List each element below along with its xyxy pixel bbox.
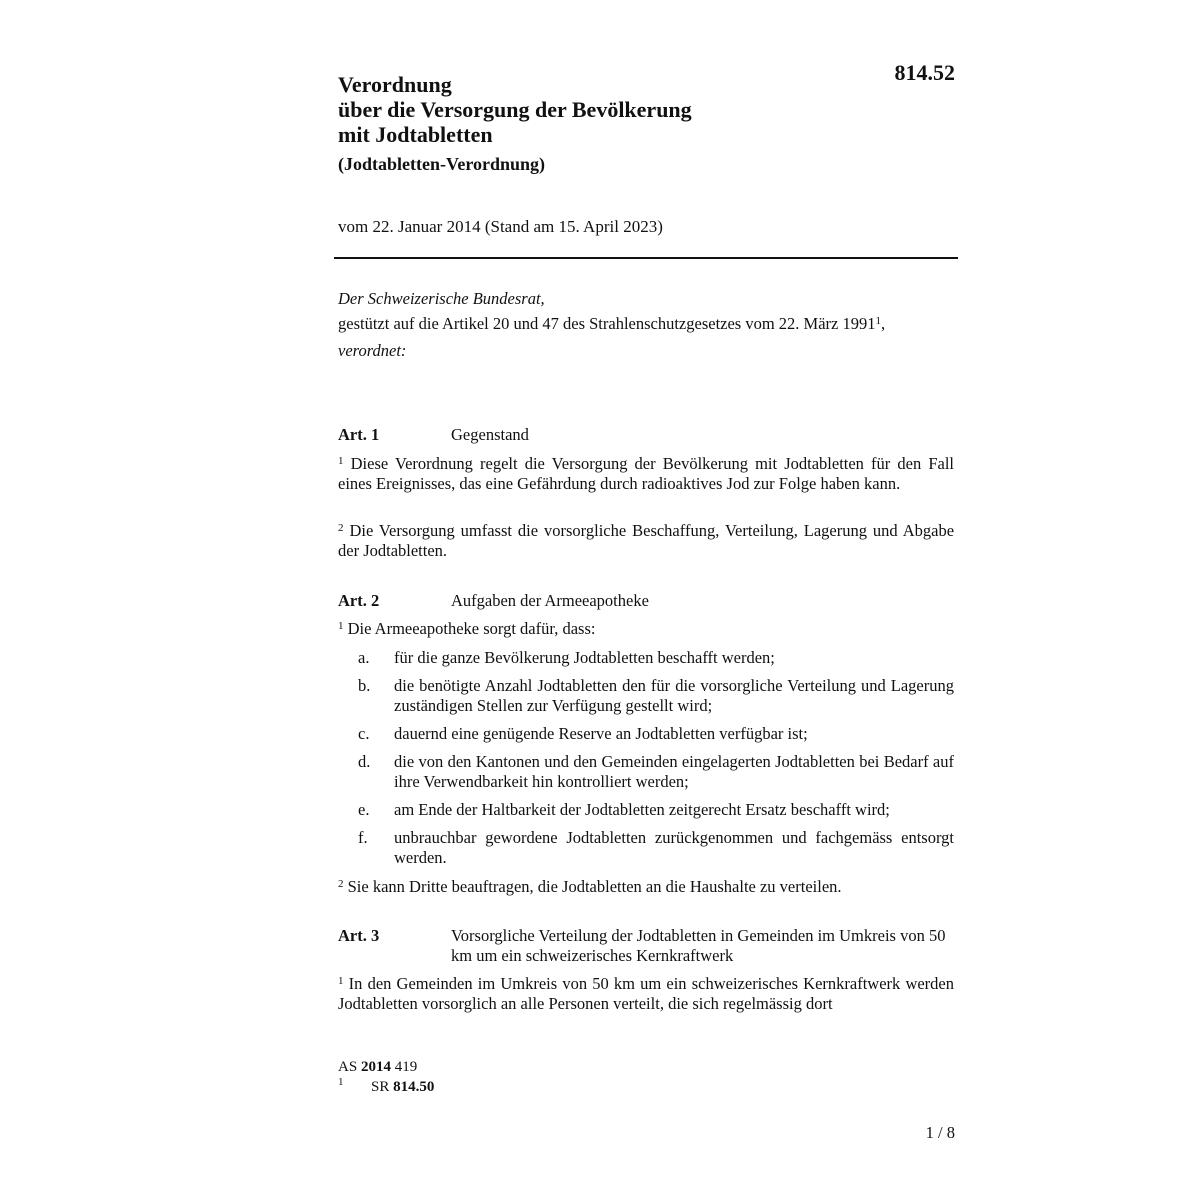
footnote-1-prefix: SR	[371, 1079, 390, 1095]
list-item-text: die benötigte Anzahl Jodtabletten den für die vorsorgliche Verteilung und Lagerung zuständigen Stellen zur Verfügung gestellt wird;	[394, 676, 954, 715]
title-divider	[334, 257, 958, 259]
title-line-2: über die Versorgung der Bevölkerung	[338, 97, 692, 122]
list-item-text: unbrauchbar gewordene Jodtabletten zurückgenommen und fachgemäss entsorgt werden.	[394, 828, 954, 867]
list-item-letter: c.	[358, 724, 370, 743]
list-item	[358, 752, 954, 792]
footnote-1-ref: 814.50	[393, 1079, 435, 1095]
list-item-text: für die ganze Bevölkerung Jodtabletten beschafft werden;	[394, 648, 775, 667]
list-item-text: dauernd eine genügende Reserve an Jodtabletten verfügbar ist;	[394, 724, 808, 743]
article-1-number: Art. 1	[338, 425, 380, 444]
page-number: 1 / 8	[925, 1123, 955, 1142]
article-3-heading	[338, 926, 954, 966]
preamble-basis	[338, 314, 954, 334]
preamble-basis-text: gestützt auf die Artikel 20 und 47 des Strahlenschutzgesetzes vom 22. März 1991	[338, 314, 876, 333]
paragraph-text: Die Versorgung umfasst die vorsorgliche Beschaffung, Verteilung, Lagerung und Abgabe der Jodtabletten.	[338, 521, 955, 560]
article-2-heading	[338, 591, 954, 611]
list-item	[358, 724, 954, 744]
list-item-letter: d.	[358, 752, 371, 771]
article-1-paragraph-1	[338, 454, 954, 493]
article-2-paragraph-1	[338, 619, 954, 639]
paragraph-text: Diese Verordnung regelt die Versorgung der Bevölkerung mit Jodtabletten für den Fall eines Ereignisses, das eine Gefährdung durch radioaktives Jod zur Folge haben kann.	[338, 454, 955, 493]
list-item-letter: e.	[358, 800, 370, 819]
article-1-title: Gegenstand	[451, 425, 529, 444]
article-3-title: Vorsorgliche Verteilung der Jodtabletten in Gemeinden im Umkreis von 50 km um ein schweizerisches Kernkraftwerk	[451, 926, 946, 965]
paragraph-text: In den Gemeinden im Umkreis von 50 km um ein schweizerisches Kernkraftwerk werden Jodtabletten vorsorglich an alle Personen verteilt, die sich regelmässig dort	[338, 974, 954, 1013]
paragraph-number: 2	[338, 522, 344, 534]
article-2-paragraph-2	[338, 877, 954, 897]
article-2-number: Art. 2	[338, 591, 380, 610]
paragraph-text: Sie kann Dritte beauftragen, die Jodtabletten an die Haushalte zu verteilen.	[347, 877, 842, 896]
article-3-number: Art. 3	[338, 926, 380, 945]
list-item-letter: b.	[358, 676, 371, 695]
list-item	[358, 648, 954, 668]
footnote-1-text	[371, 1078, 434, 1096]
article-1-paragraph-2	[338, 521, 954, 560]
footnote-ref-1[interactable]: 1	[875, 315, 881, 327]
preamble-decree: verordnet:	[338, 341, 407, 360]
list-item	[358, 828, 954, 868]
list-item-text: die von den Kantonen und den Gemeinden eingelagerten Jodtabletten bei Bedarf auf ihre Verwendbarkeit hin kontrolliert werden;	[394, 752, 954, 791]
paragraph-number: 1	[338, 975, 344, 987]
sr-number: 814.52	[894, 60, 955, 85]
list-item-letter: a.	[358, 648, 370, 667]
document-page: 814.52 Verordnung über die Versorgung der Bevölkerung mit Jodtabletten (Jodtabletten-Verordnung) vom 22. Januar 2014 (Stand am 15. April 2023) Der Schweizerische Bundesrat, gestützt auf die Artikel 20 und 47 des Strahlenschutzgesetzes vom 22. März 1991$^1$, verordnet: Art. 1 Gegenstand $^1$ Diese Verordnung regelt die Versorgung der Bevölkerung mit Jodtabletten für den Fall eines Ereignisses, das eine Gefährdung durch radioaktives Jod zur Folge haben kann. $^2$ Die Versorgung umfasst die vorsorgliche Beschaffung, Verteilung, Lagerung und Abgabe der Jodtabletten. Art. 2 Aufgaben der Armeeapotheke $^1$ Die Armeeapotheke sorgt dafür, dass: a. für die ganze Bevölkerung Jodtabletten beschafft werden; b. die benötigte Anzahl Jodtabletten den für die vorsorgliche Verteilung und Lagerung zuständigen Stellen zur Verfügung gestellt wird; c. dauernd eine genügende Reserve an Jodtabletten verfügbar ist; d. die von den Kantonen und den Gemeinden eingelagerten Jodtabletten bei Bedarf auf ihre Verwendbarkeit hin kontrolliert werden; e. am Ende der Haltbarkeit der Jodtabletten zeitgerecht Ersatz beschafft wird; f. unbrauchbar gewordene Jodtabletten zurückgenommen und fachgemäss entsorgt werden. $^2$ Sie kann Dritte beauftragen, die Jodtabletten an die Haushalte zu verteilen. Art. 3 Vorsorgliche Verteilung der Jodtabletten in Gemeinden im Umkreis von 50 km um ein schweizerisches Kernkraftwerk $^1$ In den Gemeinden im Umkreis von 50 km um ein schweizerisches Kernkraftwerk werden Jodtabletten vorsorglich an alle Personen verteilt, die sich regelmässig dort AS 2014 419 1 SR 814.50 1 / 8	[0, 0, 1200, 1200]
footnote-as-prefix: AS	[338, 1059, 358, 1075]
list-item-letter: f.	[358, 828, 368, 847]
paragraph-number: 1	[338, 620, 344, 632]
article-1-heading	[338, 425, 954, 445]
footnote-as-page: 419	[394, 1059, 418, 1075]
paragraph-number: 1	[338, 455, 344, 467]
article-2-title: Aufgaben der Armeeapotheke	[451, 591, 649, 610]
list-item	[358, 676, 954, 716]
footnote-as	[338, 1058, 417, 1076]
preamble-basis-end: ,	[881, 314, 886, 333]
paragraph-text: Die Armeeapotheke sorgt dafür, dass:	[347, 619, 596, 638]
footnote-as-year: 2014	[360, 1059, 391, 1075]
title-line-1: Verordnung	[338, 72, 452, 97]
paragraph-number: 2	[338, 878, 344, 890]
preamble-authority: Der Schweizerische Bundesrat,	[338, 289, 545, 308]
article-3-paragraph-1	[338, 974, 954, 1014]
list-item-text: am Ende der Haltbarkeit der Jodtabletten zeitgerecht Ersatz beschafft wird;	[394, 800, 890, 819]
list-item	[358, 800, 954, 820]
title-line-3: mit Jodtabletten	[338, 122, 493, 147]
date-line: vom 22. Januar 2014 (Stand am 15. April 2023)	[338, 217, 663, 236]
short-title: (Jodtabletten-Verordnung)	[338, 154, 546, 174]
